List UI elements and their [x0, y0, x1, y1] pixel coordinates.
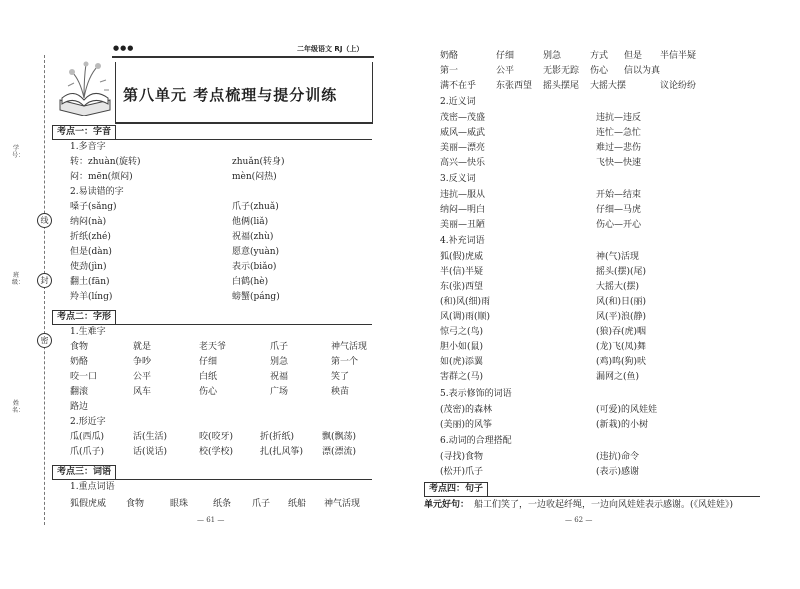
- misread-item: 使劲(jìn): [70, 262, 107, 272]
- word-item: 咬一口: [70, 372, 98, 382]
- binding-mark-secret: 密: [37, 333, 52, 348]
- book-illustration: [54, 60, 116, 116]
- fill-word: 半(信)半疑: [440, 267, 484, 277]
- similar-char-item: 飘(飘荡): [322, 432, 357, 442]
- subheading-modifiers: 5.表示修饰的词语: [440, 389, 512, 399]
- section-tag-vocabulary: 考点三：词语: [52, 465, 116, 480]
- similar-char-item: 爪(爪子): [70, 447, 105, 457]
- key-word: 但是: [624, 51, 643, 61]
- fill-word: (龙)飞(凤)舞: [596, 342, 647, 352]
- synonym-pair: 美丽—漂亮: [440, 143, 486, 153]
- section-tag-pronunciation: 考点一：字音: [52, 125, 116, 140]
- key-word: 纸船: [288, 499, 307, 509]
- fill-word: 神(气)活现: [596, 252, 640, 262]
- word-item: 第一个: [331, 357, 359, 367]
- similar-char-item: 漂(漂流): [322, 447, 357, 457]
- key-word: 满不在乎: [440, 81, 477, 91]
- section-rule: [52, 324, 372, 325]
- misread-item: 翻土(fān): [70, 277, 110, 287]
- fill-word: 大摇大(摆): [596, 282, 640, 292]
- misread-item: 他俩(liǎ): [232, 217, 269, 227]
- key-word: 眼珠: [170, 499, 189, 509]
- key-word: 无影无踪: [543, 66, 580, 76]
- binding-line: [44, 55, 45, 525]
- key-word: 方式: [590, 51, 609, 61]
- key-word: 仔细: [496, 51, 515, 61]
- synonym-pair: 难过—悲伤: [596, 143, 642, 153]
- polyphonic-item: zhuǎn(转身): [232, 157, 285, 167]
- fill-word: (狼)吞(虎)咽: [596, 327, 647, 337]
- fill-word: 漏网之(鱼): [596, 372, 640, 382]
- polyphonic-item: 闷：mēn(烦闷): [70, 172, 133, 182]
- section-rule: [424, 496, 760, 497]
- word-item: 奶酪: [70, 357, 89, 367]
- key-word: 第一: [440, 66, 459, 76]
- fill-word: 摇头(摆)(尾): [596, 267, 647, 277]
- binding-mark-line: 线: [37, 213, 52, 228]
- synonym-pair: 违抗—违反: [596, 113, 642, 123]
- antonym-pair: 开始—结束: [596, 190, 642, 200]
- key-word: 议论纷纷: [660, 81, 697, 91]
- fill-word: 风(和)日(丽): [596, 297, 647, 307]
- section-tag-sentences: 考点四：句子: [424, 482, 488, 497]
- similar-char-item: 扎(扎风筝): [260, 447, 304, 457]
- word-item: 老天爷: [199, 342, 227, 352]
- subheading-verb-pairs: 6.动词的合理搭配: [440, 436, 512, 446]
- verb-phrase: (违抗)命令: [596, 452, 640, 462]
- similar-char-item: 活(生活): [133, 432, 168, 442]
- misread-item: 纳闷(nà): [70, 217, 107, 227]
- synonym-pair: 茂密—茂盛: [440, 113, 486, 123]
- grade-header: 二年级语文 RJ（上）: [297, 45, 364, 53]
- key-word: 摇头摆尾: [543, 81, 580, 91]
- key-word: 奶酪: [440, 51, 459, 61]
- verb-phrase: (寻找)食物: [440, 452, 484, 462]
- similar-char-item: 话(说话): [133, 447, 168, 457]
- section-rule: [52, 479, 372, 480]
- word-item: 翻滚: [70, 387, 89, 397]
- subheading-polyphonic: 1.多音字: [70, 142, 106, 152]
- key-word: 公平: [496, 66, 515, 76]
- word-item: 白纸: [199, 372, 218, 382]
- key-word: 爪子: [252, 499, 271, 509]
- word-item: 伤心: [199, 387, 218, 397]
- fill-word: (和)风(细)雨: [440, 297, 491, 307]
- page-number-left: — 61 —: [197, 516, 225, 524]
- key-word: 信以为真: [624, 66, 661, 76]
- antonym-pair: 伤心—开心: [596, 220, 642, 230]
- word-item: 仔细: [199, 357, 218, 367]
- fill-word: 如(虎)添翼: [440, 357, 484, 367]
- good-sentence: 船工们笑了，一边收起纤绳，一边向风娃娃表示感谢。(《风娃娃》): [474, 500, 734, 510]
- misread-item: 祝福(zhù): [232, 232, 274, 242]
- misread-item: 羚羊(líng): [70, 292, 113, 302]
- word-item: 路边: [70, 402, 89, 412]
- fill-word: 风(平)浪(静): [596, 312, 647, 322]
- similar-char-item: 校(学校): [199, 447, 234, 457]
- subheading-antonyms: 3.反义词: [440, 174, 476, 184]
- misread-item: 但是(dàn): [70, 247, 112, 257]
- misread-item: 爪子(zhuǎ): [232, 202, 279, 212]
- synonym-pair: 威风—威武: [440, 128, 486, 138]
- verb-phrase: (松开)爪子: [440, 467, 484, 477]
- similar-char-item: 咬(咬牙): [199, 432, 234, 442]
- word-item: 广场: [270, 387, 289, 397]
- name-label: 姓名：: [12, 400, 25, 414]
- fill-word: 惊弓之(鸟): [440, 327, 484, 337]
- key-word: 狐假虎威: [70, 499, 107, 509]
- fill-word: (鸡)鸣(狗)吠: [596, 357, 647, 367]
- synonym-pair: 高兴—快乐: [440, 158, 486, 168]
- subheading-key-words: 1.重点词语: [70, 482, 115, 492]
- misread-item: 嗓子(sǎng): [70, 202, 117, 212]
- modifier-phrase: (茂密)的森林: [440, 405, 493, 415]
- header-rule: [112, 56, 374, 58]
- word-item: 就是: [133, 342, 152, 352]
- key-word: 食物: [126, 499, 145, 509]
- fill-word: 狐(假)虎威: [440, 252, 484, 262]
- header-dots: ●●●: [113, 44, 135, 52]
- word-item: 公平: [133, 372, 152, 382]
- key-word: 东张西望: [496, 81, 533, 91]
- fill-word: 胆小如(鼠): [440, 342, 484, 352]
- misread-item: 折纸(zhé): [70, 232, 111, 242]
- fill-word: 风(调)雨(顺): [440, 312, 491, 322]
- key-word: 别急: [543, 51, 562, 61]
- key-word: 纸条: [213, 499, 232, 509]
- word-item: 秧苗: [331, 387, 350, 397]
- word-item: 笑了: [331, 372, 350, 382]
- synonym-pair: 飞快—快速: [596, 158, 642, 168]
- polyphonic-item: 转：zhuàn(旋转): [70, 157, 141, 167]
- antonym-pair: 仔细—马虎: [596, 205, 642, 215]
- section-tag-character-form: 考点二：字形: [52, 310, 116, 325]
- similar-char-item: 瓜(西瓜): [70, 432, 105, 442]
- student-id-label: 学号：: [12, 145, 25, 159]
- antonym-pair: 违抗—服从: [440, 190, 486, 200]
- subheading-synonyms: 2.近义词: [440, 97, 476, 107]
- word-item: 神气活现: [331, 342, 368, 352]
- unit-title: 第八单元 考点梳理与提分训练: [123, 86, 338, 104]
- key-word: 大摇大摆: [590, 81, 627, 91]
- subheading-misread: 2.易读错的字: [70, 187, 124, 197]
- binding-mark-seal: 封: [37, 273, 52, 288]
- fill-word: 害群之(马): [440, 372, 484, 382]
- word-item: 祝福: [270, 372, 289, 382]
- word-item: 风车: [133, 387, 152, 397]
- class-label: 班级：: [12, 272, 25, 286]
- subheading-difficult-characters: 1.生难字: [70, 327, 106, 337]
- polyphonic-item: mèn(闷热): [232, 172, 277, 182]
- word-item: 食物: [70, 342, 89, 352]
- key-word: 伤心: [590, 66, 609, 76]
- key-word: 半信半疑: [660, 51, 697, 61]
- word-item: 争吵: [133, 357, 152, 367]
- similar-char-item: 折(折纸): [260, 432, 295, 442]
- good-sentence-label: 单元好句：: [424, 500, 470, 510]
- section-rule: [52, 139, 372, 140]
- misread-item: 表示(biǎo): [232, 262, 277, 272]
- misread-item: 愿意(yuàn): [232, 247, 280, 257]
- antonym-pair: 纳闷—明白: [440, 205, 486, 215]
- verb-phrase: (表示)感谢: [596, 467, 640, 477]
- subheading-similar-characters: 2.形近字: [70, 417, 106, 427]
- misread-item: 螃蟹(páng): [232, 292, 280, 302]
- modifier-phrase: (可爱)的风娃娃: [596, 405, 658, 415]
- subheading-fill-words: 4.补充词语: [440, 236, 485, 246]
- page-number-right: — 62 —: [565, 516, 593, 524]
- synonym-pair: 连忙—急忙: [596, 128, 642, 138]
- key-word: 神气活现: [324, 499, 361, 509]
- antonym-pair: 美丽—丑陋: [440, 220, 486, 230]
- word-item: 爪子: [270, 342, 289, 352]
- modifier-phrase: (美丽)的风筝: [440, 420, 493, 430]
- misread-item: 白鹤(hè): [232, 277, 269, 287]
- word-item: 别急: [270, 357, 289, 367]
- fill-word: 东(张)西望: [440, 282, 484, 292]
- modifier-phrase: (新栽)的小树: [596, 420, 649, 430]
